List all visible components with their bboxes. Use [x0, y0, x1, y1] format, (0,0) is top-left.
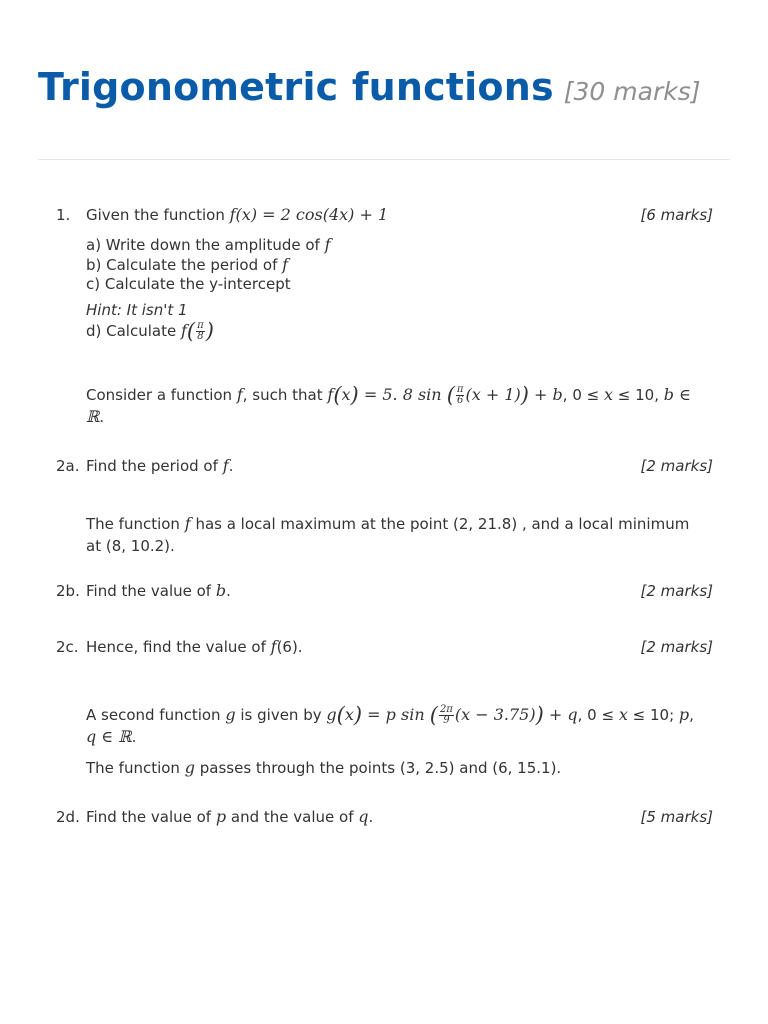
title-divider [38, 159, 730, 160]
q2-g-domain-end: ≤ 10; [632, 706, 675, 724]
q2a-number: 2a. [56, 457, 80, 475]
q2b-marks: [2 marks] [640, 582, 713, 600]
q2a-marks: [2 marks] [640, 457, 713, 475]
q1-part-d-text: d) Calculate [86, 322, 177, 340]
q2-intro-text2: , such that [242, 386, 323, 404]
q2-g-text1: A second function [86, 706, 221, 724]
q2-g-domain-tail: , 0 ≤ [577, 706, 615, 724]
q2-g-intro: A second function g is given by g(x) = p sin ( $\frac{2\pi}{9}$ (x − 3.75)) + q, 0 ≤ x ≤ 10; p, q ∈ ℝ. [86, 703, 694, 746]
q1-part-a-text: a) Write down the amplitude of [86, 236, 320, 254]
q2-g-points-prefix: The function [86, 759, 180, 777]
q1-hint: Hint: It isn't 1 [86, 301, 188, 319]
title-marks: [30 marks] [563, 77, 701, 106]
q1-part-a [86, 235, 331, 254]
q2d-text1: Find the value of [86, 808, 212, 826]
q1-stem-text: Given the function [86, 206, 225, 224]
q2-intro: Consider a function f, such that f(x) = 5. 8 sin ( $\frac{\pi}{6}$ (x + 1)) + b, 0 ≤ x ≤ 10, b ∈ ℝ. [86, 383, 691, 426]
q2b-number: 2b. [56, 582, 80, 600]
q2-info: The function f has a local maximum at the point (2, 21.8) , and a local minimum at (8, 10.2). [86, 514, 690, 555]
q2-b-real-math: b ∈ ℝ [86, 385, 691, 426]
q1-part-b-text: b) Calculate the period of [86, 256, 278, 274]
q1-part-b [86, 255, 288, 274]
q2d-number: 2d. [56, 808, 80, 826]
q1-function-math: f(x) = 2 cos(4x) + 1 [229, 205, 389, 224]
q1-part-b-math: f [282, 255, 289, 274]
q2c-number: 2c. [56, 638, 79, 656]
q2-function-math: f(x) = 5. 8 sin ( $\frac{\pi}{6}$ (x + 1)) + b [327, 383, 563, 407]
q2-info-prefix: The function [86, 515, 180, 533]
q2-g-function-math: g(x) = p sin ( $\frac{2\pi}{9}$ (x − 3.75)) + q [326, 703, 578, 727]
q2c-text: Hence, find the value of f(6). [86, 637, 303, 656]
q1-number: 1. [56, 206, 71, 224]
q2-g-text2: is given by [240, 706, 322, 724]
q2-g-points-text: passes through the points (3, 2.5) and (6, 15.1). [199, 759, 562, 777]
q2-g-q-real-math: q ∈ ℝ [86, 727, 132, 746]
q1-marks: [6 marks] [640, 206, 713, 224]
q2-g-points: The function g passes through the points (3, 2.5) and (6, 15.1). [86, 758, 562, 777]
q2a-text-label: Find the period of [86, 457, 218, 475]
q2-info-text: has a local maximum at the point (2, 21.8) , and a local minimum at (8, 10.2). [86, 515, 690, 555]
q2c-text-label: Hence, find the value of [86, 638, 266, 656]
q2a-text: Find the period of f. [86, 456, 234, 475]
q2d-text: Find the value of p and the value of q. [86, 807, 374, 826]
q2c-marks: [2 marks] [640, 638, 713, 656]
title-text: Trigonometric functions [38, 65, 554, 109]
q2c-tail: (6). [276, 638, 303, 656]
q2-domain-tail: , 0 ≤ [562, 386, 600, 404]
q1-part-c: c) Calculate the y-intercept [86, 275, 291, 293]
q2b-text-label: Find the value of [86, 582, 212, 600]
q2-domain-end: ≤ 10, [617, 386, 659, 404]
q2b-text: Find the value of b. [86, 581, 231, 600]
q1-part-a-math: f [324, 235, 331, 254]
page-title [38, 66, 730, 116]
q1-part-d [86, 319, 214, 343]
q1-stem [86, 205, 388, 224]
q2d-marks: [5 marks] [640, 808, 713, 826]
q2-intro-text1: Consider a function [86, 386, 233, 404]
q2d-text2: and the value of [230, 808, 354, 826]
q1-part-d-math: f( $\frac{\pi}{8}$ ) [180, 319, 214, 343]
